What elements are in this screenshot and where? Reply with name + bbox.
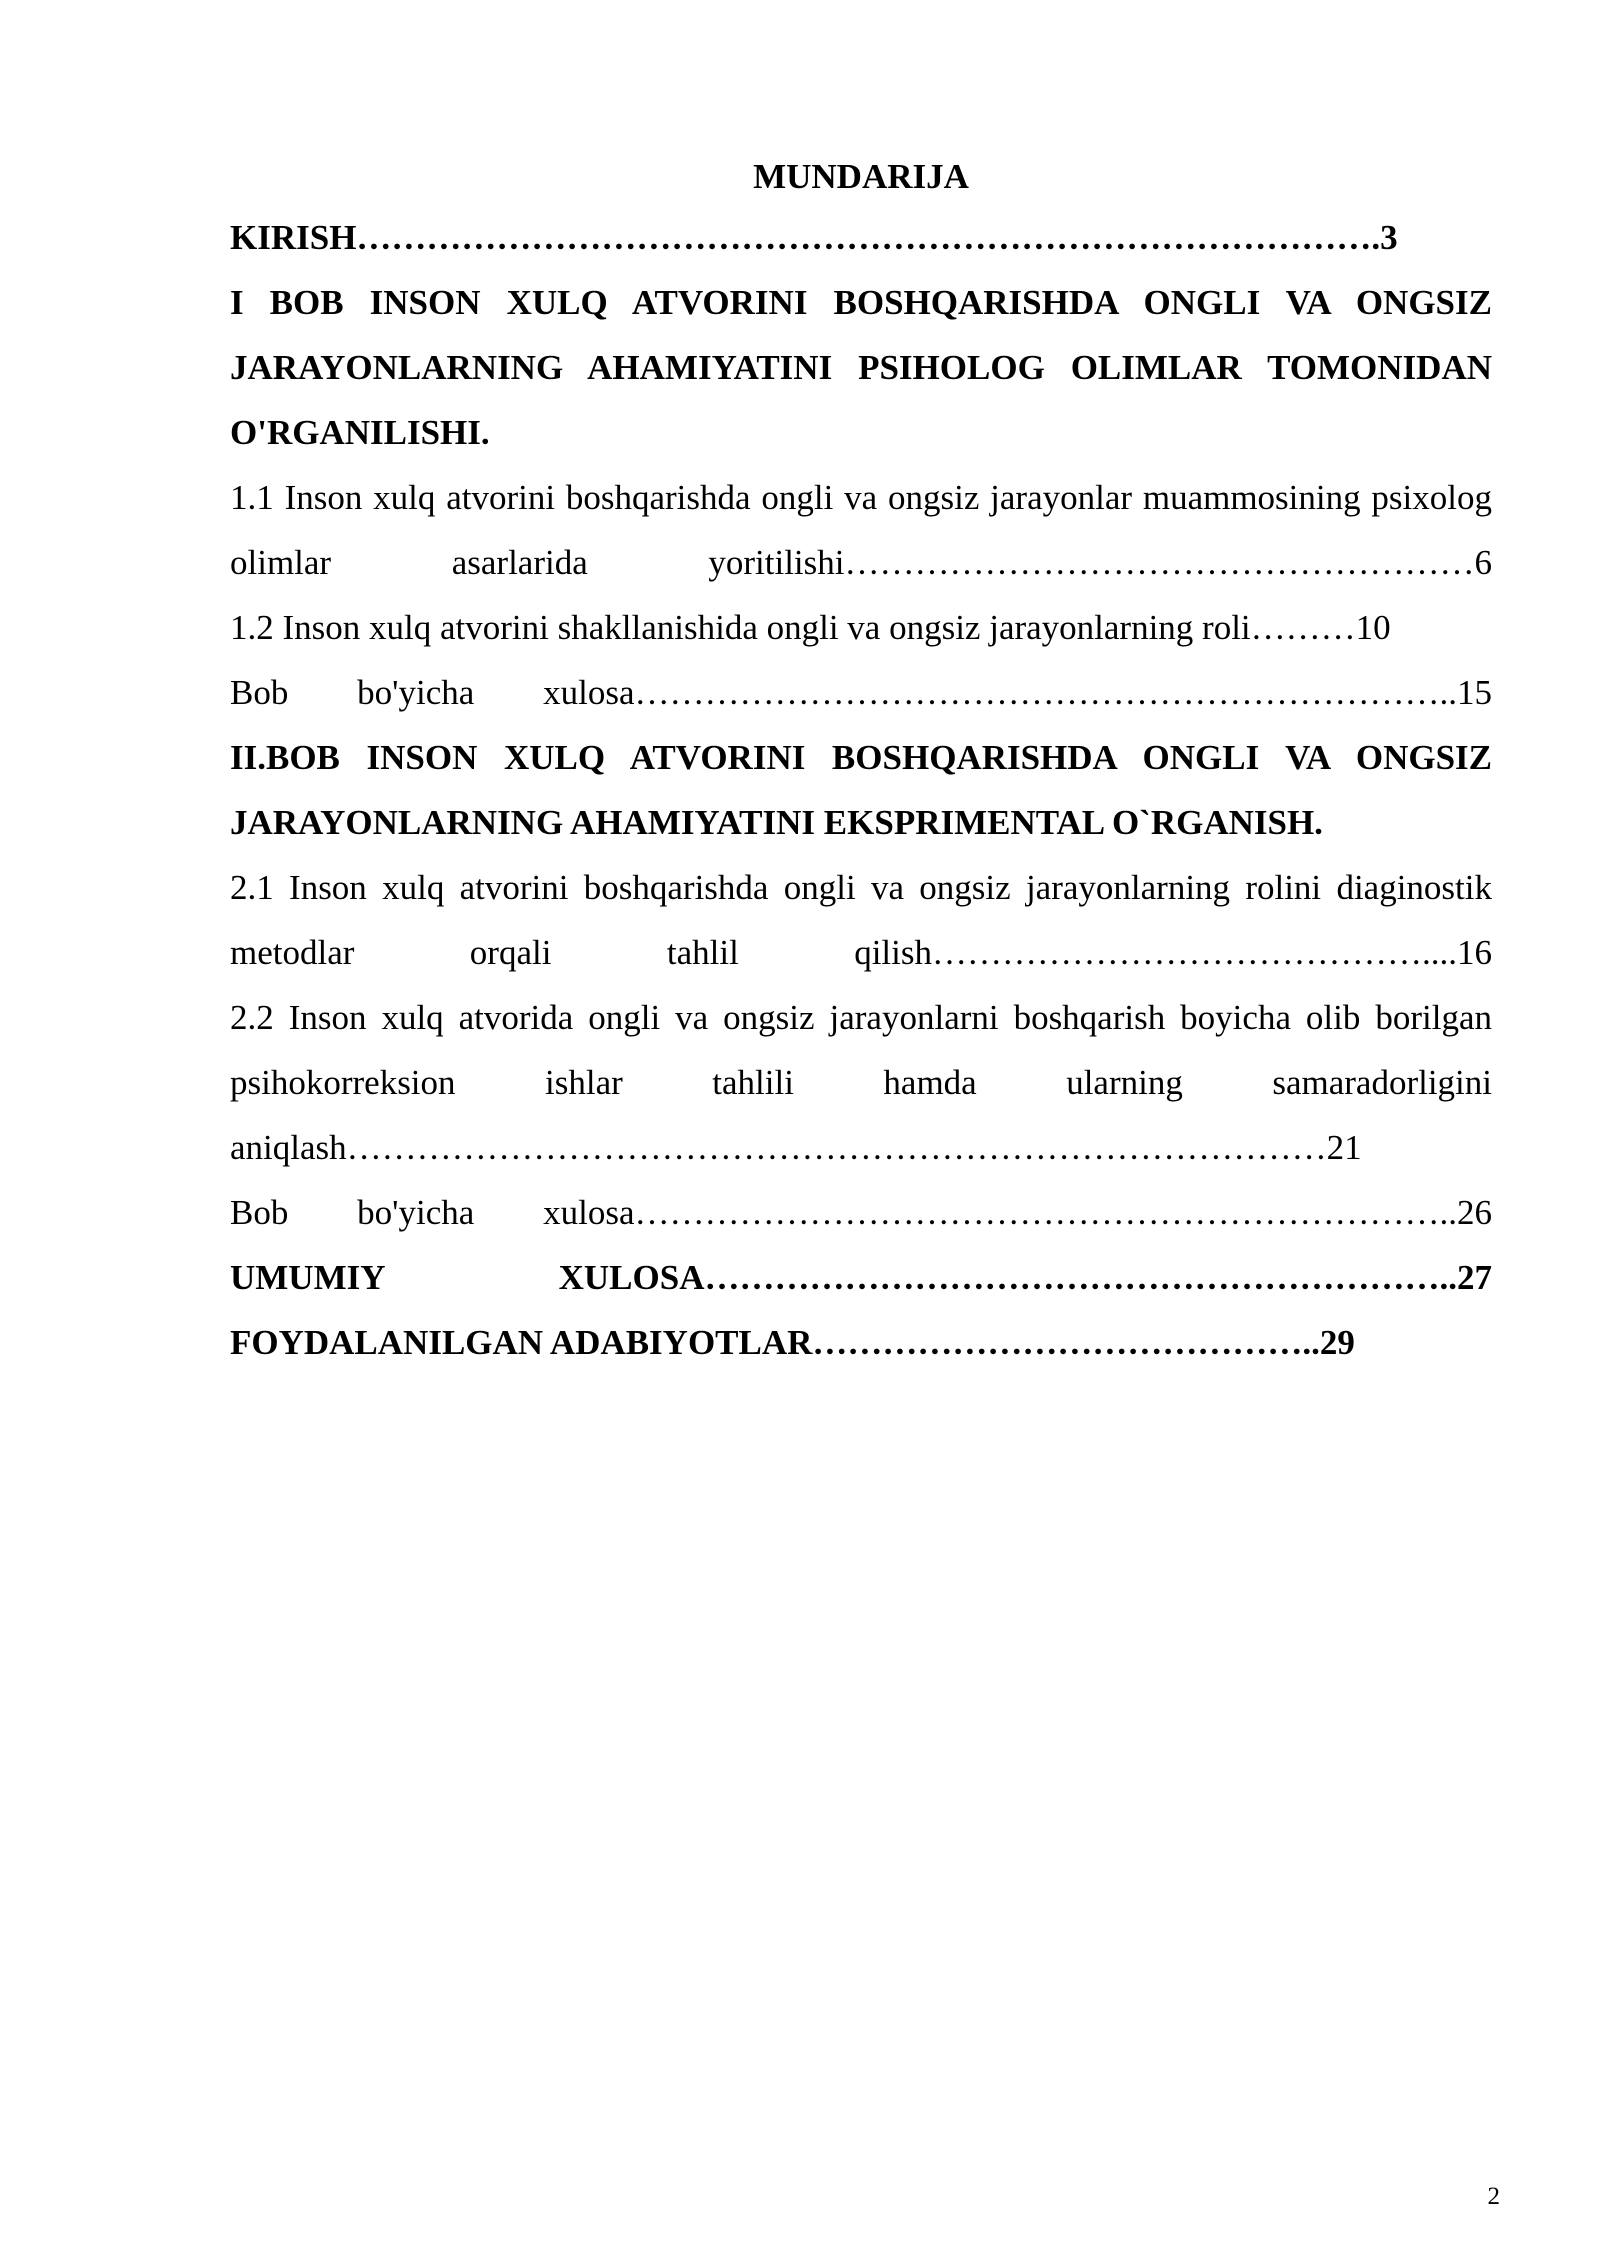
toc-entry-general-conclusion: UMUMIY XULOSA………………………………………………………..27 bbox=[230, 1258, 1492, 1297]
toc-entry-chapter-2: II.BOB INSON XULQ ATVORINI BOSHQARISHDA ONGLI VA ONGSIZ JARAYONLARNING AHAMIYATINI EKSPRIMENTAL O`RGANISH. bbox=[230, 738, 1492, 842]
toc-entry-section-1-1: 1.1 Inson xulq atvorini boshqarishda ongli va ongsiz jarayonlar muammosining psixolog olimlar asarlarida yoritilishi………………………………………………6 bbox=[230, 478, 1492, 582]
toc-title: MUNDARIJA bbox=[753, 157, 969, 196]
toc-entry-chapter-1-conclusion: Bob bo'yicha xulosa……………………………………………………………..15 bbox=[230, 673, 1492, 712]
toc-entry-kirish: KIRISH…………………………………………………………………………….3 bbox=[230, 218, 1398, 257]
toc-entry-section-1-2: 1.2 Inson xulq atvorini shakllanishida ongli va ongsiz jarayonlarning roli………10 bbox=[230, 608, 1391, 647]
toc-entry-references: FOYDALANILGAN ADABIYOTLAR……………………………………..29 bbox=[230, 1323, 1355, 1362]
toc-entry-chapter-2-conclusion: Bob bo'yicha xulosa……………………………………………………………..26 bbox=[230, 1193, 1492, 1232]
table-of-contents bbox=[230, 148, 1492, 1375]
page-number: 2 bbox=[1487, 2183, 1500, 2210]
toc-entry-section-2-2: 2.2 Inson xulq atvorida ongli va ongsiz jarayonlarni boshqarish boyicha olib borilgan psihokorreksion ishlar tahlili hamda ularning samaradorligini aniqlash…………………………………………………………………………21 bbox=[230, 998, 1492, 1167]
toc-entry-section-2-1: 2.1 Inson xulq atvorini boshqarishda ongli va ongsiz jarayonlarning rolini diaginostik metodlar orqali tahlil qilish……………………………………....16 bbox=[230, 868, 1492, 972]
toc-entry-chapter-1: I BOB INSON XULQ ATVORINI BOSHQARISHDA ONGLI VA ONGSIZ JARAYONLARNING AHAMIYATINI PSIHOLOG OLIMLAR TOMONIDAN O'RGANILISHI. bbox=[230, 283, 1492, 452]
